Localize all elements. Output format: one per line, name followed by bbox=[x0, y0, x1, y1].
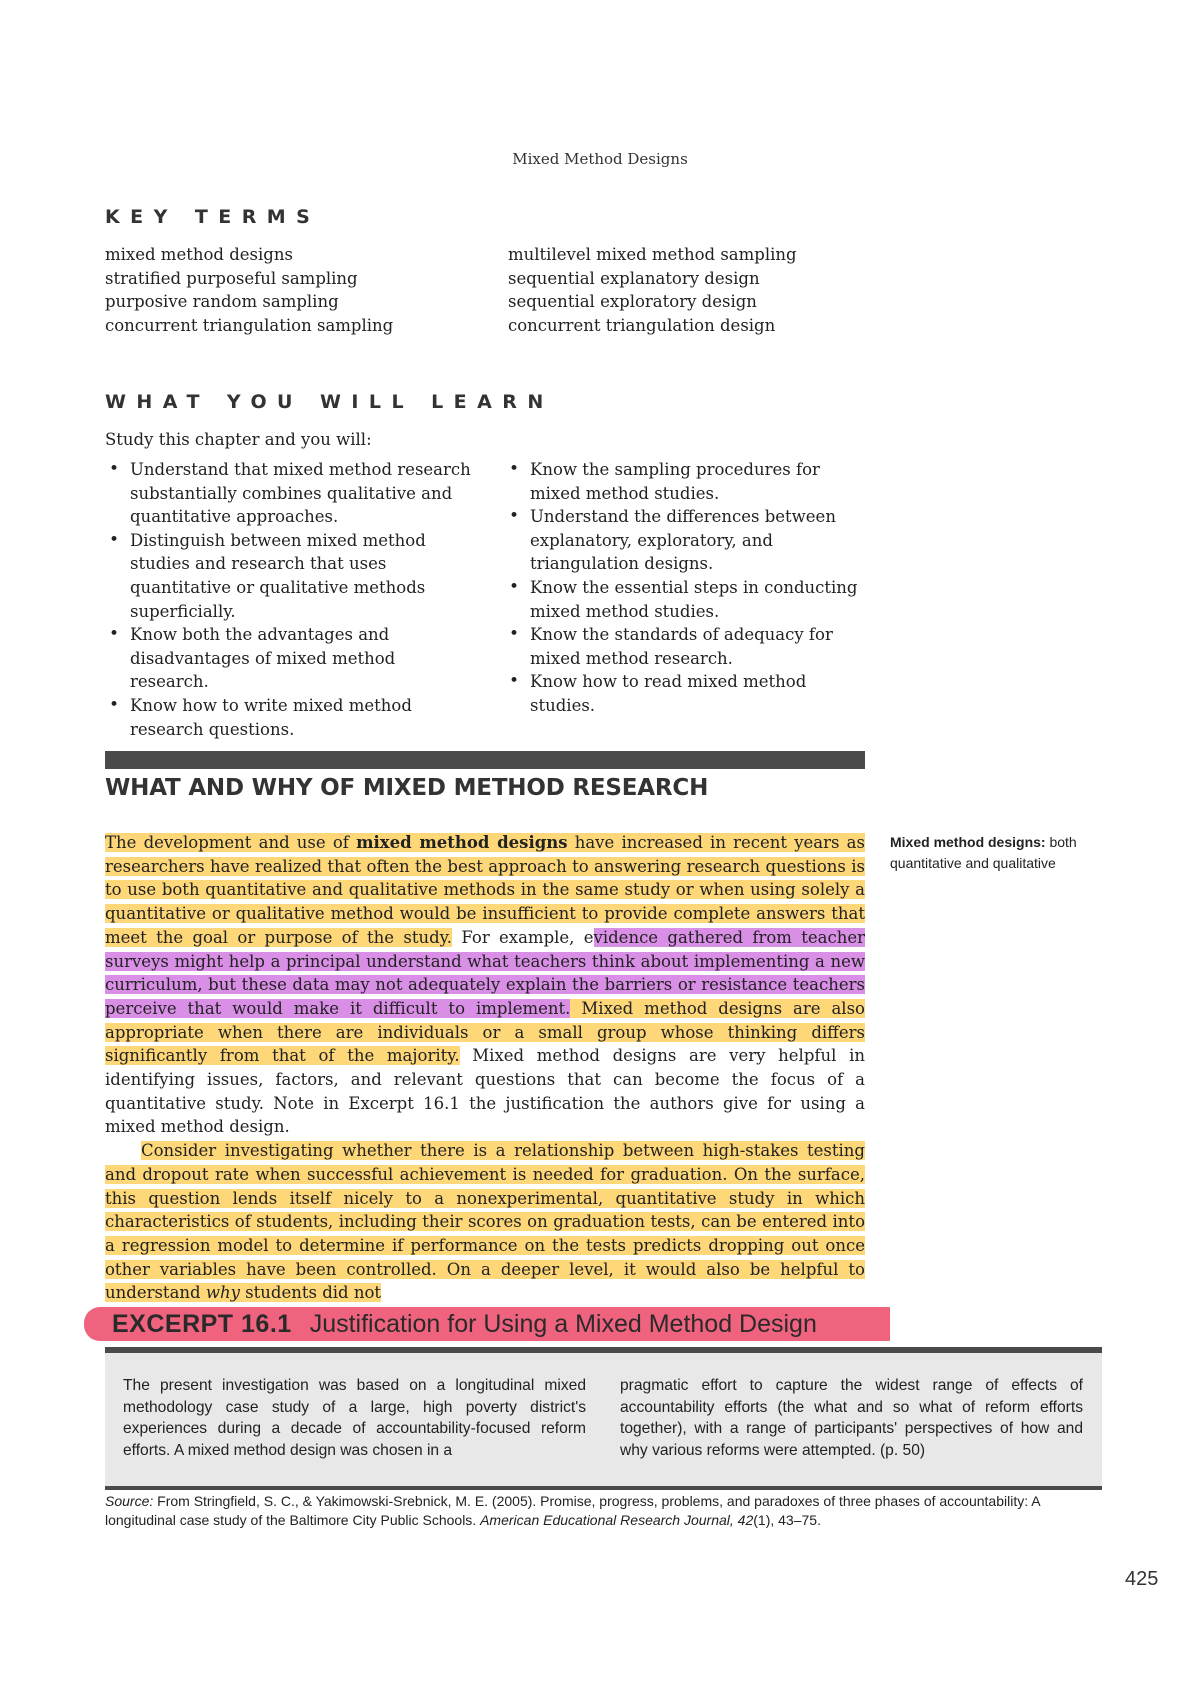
paragraph-1 bbox=[105, 831, 865, 1139]
source-label: Source: bbox=[105, 1493, 154, 1509]
learn-item: • Know the sampling procedures for mixed method studies. bbox=[505, 458, 870, 505]
learn-item: • Know how to write mixed method research questions. bbox=[105, 694, 475, 741]
highlight-purple: vidence gathered from teacher surveys might help a principal understand what teachers think about implementing a new curriculum, but these data may not adequately explain the barriers or resistance teachers perceive that would make it difficult to implement. bbox=[105, 927, 865, 1018]
excerpt-number: EXCERPT 16.1 bbox=[112, 1310, 292, 1338]
section-heading: WHAT AND WHY OF MIXED METHOD RESEARCH bbox=[105, 775, 709, 801]
excerpt-box bbox=[105, 1347, 1102, 1490]
key-term-inline: mixed method designs bbox=[356, 833, 568, 852]
excerpt-col-2: pragmatic effort to capture the widest range of effects of accountability efforts (the what and so what of reform efforts together), with a range of participants' perspectives of how and why various reforms were attempted. (p. 50) bbox=[620, 1377, 1083, 1459]
key-term: sequential exploratory design bbox=[508, 292, 757, 311]
margin-note bbox=[890, 832, 1120, 874]
section-rule bbox=[105, 751, 865, 769]
learn-item: • Know both the advantages and disadvantages of mixed method research. bbox=[105, 623, 475, 694]
learn-left-list bbox=[105, 458, 475, 741]
excerpt-col-1: The present investigation was based on a longitudinal mixed methodology case study of a large, high poverty district's experiences during a decade of accountability-focused reform efforts. A mixed method design was chosen in a bbox=[123, 1377, 586, 1459]
learn-right-list bbox=[505, 458, 870, 718]
margin-definition: both quantitative and qualitative bbox=[890, 834, 1077, 871]
source-journal: American Educational Research Journal, 42 bbox=[480, 1512, 754, 1528]
page-number: 425 bbox=[1125, 1568, 1159, 1590]
source-text: (1), 43–75. bbox=[753, 1512, 821, 1528]
learn-item: • Know the standards of adequacy for mixed method research. bbox=[505, 623, 870, 670]
learn-heading: WHAT YOU WILL LEARN bbox=[105, 391, 554, 413]
key-term: purposive random sampling bbox=[105, 292, 339, 311]
key-term: mixed method designs bbox=[105, 245, 293, 264]
learn-intro: Study this chapter and you will: bbox=[105, 430, 372, 449]
key-terms-left-list bbox=[105, 243, 393, 337]
text-run: The development and use of bbox=[105, 833, 357, 852]
running-head: Mixed Method Designs bbox=[512, 150, 688, 168]
body-text bbox=[105, 831, 865, 1305]
paragraph-2 bbox=[105, 1139, 865, 1305]
margin-term: Mixed method designs: bbox=[890, 834, 1046, 850]
text-run: students did not bbox=[239, 1283, 382, 1303]
key-term: sequential explanatory design bbox=[508, 268, 760, 288]
emphasis: why bbox=[205, 1283, 240, 1303]
text-run: Mixed method designs are very helpful in identifying issues, factors, and relevant questions that can become the focus of a quantitative study. Note in Excerpt 16.1 the justification the authors give for using a mixed method design. bbox=[105, 1046, 865, 1137]
key-term: multilevel mixed method sampling bbox=[508, 245, 797, 264]
learn-item: • Know how to read mixed method studies. bbox=[505, 670, 870, 717]
text-run: Consider investigating whether there is a relationship between high-stakes testing and dropout rate when successful achievement is needed for graduation. On the surface, this question lends itself nicely to a nonexperimental, quantitative study in which characteristics of students, including their scores on graduation tests, can be entered into a regression model to determine if performance on the tests predicts dropping out once other variables have been controlled. On a deeper level, it would also be helpful to understand bbox=[105, 1141, 865, 1303]
learn-item: • Understand the differences between explanatory, exploratory, and triangulation designs. bbox=[505, 505, 870, 576]
text-run: have increased in recent years as researchers have realized that often the best approach to answering research questions is to use both quantitative and qualitative methods in the same study or when using solely a quantitative or qualitative method would be insufficient to provide complete answers that meet the goal or purpose of the study. bbox=[105, 833, 865, 947]
key-term: concurrent triangulation sampling bbox=[105, 315, 394, 335]
key-term: concurrent triangulation design bbox=[508, 315, 776, 335]
excerpt-title: Justification for Using a Mixed Method Design bbox=[309, 1310, 817, 1338]
learn-item: • Understand that mixed method research substantially combines qualitative and quantitative approaches. bbox=[105, 458, 475, 529]
text-run: For example, e bbox=[452, 927, 594, 947]
highlight-yellow bbox=[105, 1141, 865, 1302]
key-term: stratified purposeful sampling bbox=[105, 268, 358, 288]
highlight-yellow: Mixed method designs are also appropriate when there are individuals or a small group whose thinking differs significantly from that of the majority. bbox=[105, 998, 865, 1066]
learn-item: • Know the essential steps in conducting mixed method studies. bbox=[505, 576, 870, 623]
key-terms-right-list bbox=[508, 243, 797, 337]
source-text: From Stringfield, S. C., & Yakimowski-Srebnick, M. E. (2005). Promise, progress, problems, and paradoxes of three phases of accountability: A longitudinal case study of the Baltimore City Public Schools. bbox=[105, 1493, 1040, 1528]
source-citation bbox=[105, 1492, 1095, 1530]
learn-item: • Distinguish between mixed method studies and research that uses quantitative or qualitative methods superficially. bbox=[105, 529, 475, 623]
key-terms-heading: KEY TERMS bbox=[105, 206, 321, 228]
excerpt-banner bbox=[84, 1307, 890, 1341]
